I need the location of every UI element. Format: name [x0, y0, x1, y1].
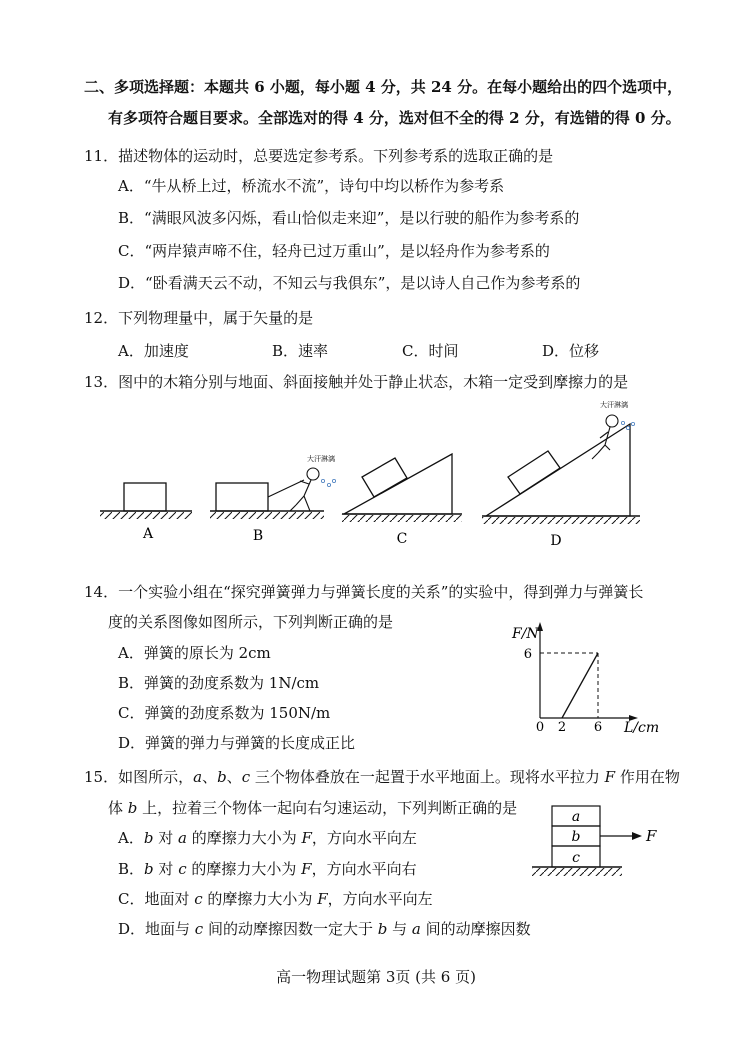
q11-option-d: D．“卧看满天云不动，不知云与我俱东”，是以诗人自己作为参考系的	[118, 274, 581, 292]
fig-label-b: B	[252, 528, 264, 544]
q15-stem-line1: 15．如图所示，a、b、c 三个物体叠放在一起置于水平地面上。现将水平拉力 F 作用在物	[84, 768, 680, 786]
q13-stem: 13．图中的木箱分别与地面、斜面接触并处于静止状态，木箱一定受到摩擦力的是	[84, 373, 629, 391]
q12-option-b: B．速率	[272, 342, 329, 360]
q15-figure	[528, 800, 668, 890]
section-title-line1: 二、多项选择题：本题共 6 小题，每小题 4 分，共 24 分。在每小题给出的四个选项中，	[84, 78, 683, 96]
sweat-text-d: 大汗淋漓	[600, 401, 628, 409]
fig-a	[100, 483, 192, 542]
fig-label-c: C	[396, 531, 408, 547]
q14-graph	[508, 620, 688, 750]
section-title-line2: 有多项符合题目要求。全部选对的得 4 分，选对但不全的得 2 分，有选错的得 0 分。	[108, 109, 681, 127]
graph-y-tick-6: 6	[523, 647, 532, 662]
q13-figure	[0, 395, 752, 555]
graph-origin: 0	[535, 720, 545, 735]
force-label: F	[646, 827, 657, 845]
graph-x-label: L/cm	[624, 720, 660, 736]
q11-option-a: A．“牛从桥上过，桥流水不流”，诗句中均以桥作为参考系	[118, 177, 505, 195]
q15-option-c: C．地面对 c 的摩擦力大小为 F，方向水平向左	[118, 890, 433, 908]
q15-option-b: B．b 对 c 的摩擦力大小为 F，方向水平向右	[118, 860, 417, 878]
q14-option-d: D．弹簧的弹力与弹簧的长度成正比	[118, 734, 356, 752]
q14-stem-line1: 14．一个实验小组在“探究弹簧弹力与弹簧长度的关系”的实验中，得到弹力与弹簧长	[84, 583, 644, 601]
fig-b	[210, 454, 336, 544]
graph-x-tick-6: 6	[593, 720, 603, 735]
q14-option-b: B．弹簧的劲度系数为 1N/cm	[118, 674, 320, 692]
fig-c	[342, 454, 462, 547]
q11-stem: 11．描述物体的运动时，总要选定参考系。下列参考系的选取正确的是	[84, 147, 554, 165]
q11-option-b: B．“满眼风波多闪烁，看山恰似走来迎”，是以行驶的船作为参考系的	[118, 209, 580, 227]
block-a-label: a	[571, 809, 581, 825]
sweat-text-b: 大汗淋漓	[307, 455, 335, 463]
q12-option-a: A．加速度	[118, 342, 189, 360]
q15-option-d: D．地面与 c 间的动摩擦因数一定大于 b 与 a 间的动摩擦因数	[118, 920, 531, 938]
q15-option-a: A．b 对 a 的摩擦力大小为 F，方向水平向左	[118, 829, 417, 847]
block-c-label: c	[572, 850, 580, 866]
q14-option-a: A．弹簧的原长为 2cm	[118, 644, 271, 662]
graph-y-label: F/N	[512, 626, 539, 642]
fig-d	[482, 400, 640, 549]
q12-option-c: C．时间	[402, 342, 459, 360]
fig-label-d: D	[550, 533, 562, 549]
q12-option-d: D．位移	[542, 342, 600, 360]
graph-x-tick-2: 2	[557, 720, 567, 735]
q15-stem-line2: 体 b 上，拉着三个物体一起向右匀速运动，下列判断正确的是	[108, 799, 518, 817]
block-b-label: b	[571, 829, 581, 845]
q14-option-c: C．弹簧的劲度系数为 150N/m	[118, 704, 331, 722]
fig-label-a: A	[142, 526, 154, 542]
q11-option-c: C．“两岸猿声啼不住，轻舟已过万重山”，是以轻舟作为参考系的	[118, 242, 550, 260]
page-footer: 高一物理试题第 3页 (共 6 页)	[276, 968, 476, 986]
q12-stem: 12．下列物理量中，属于矢量的是	[84, 309, 314, 327]
q14-stem-line2: 度的关系图像如图所示，下列判断正确的是	[108, 613, 394, 631]
